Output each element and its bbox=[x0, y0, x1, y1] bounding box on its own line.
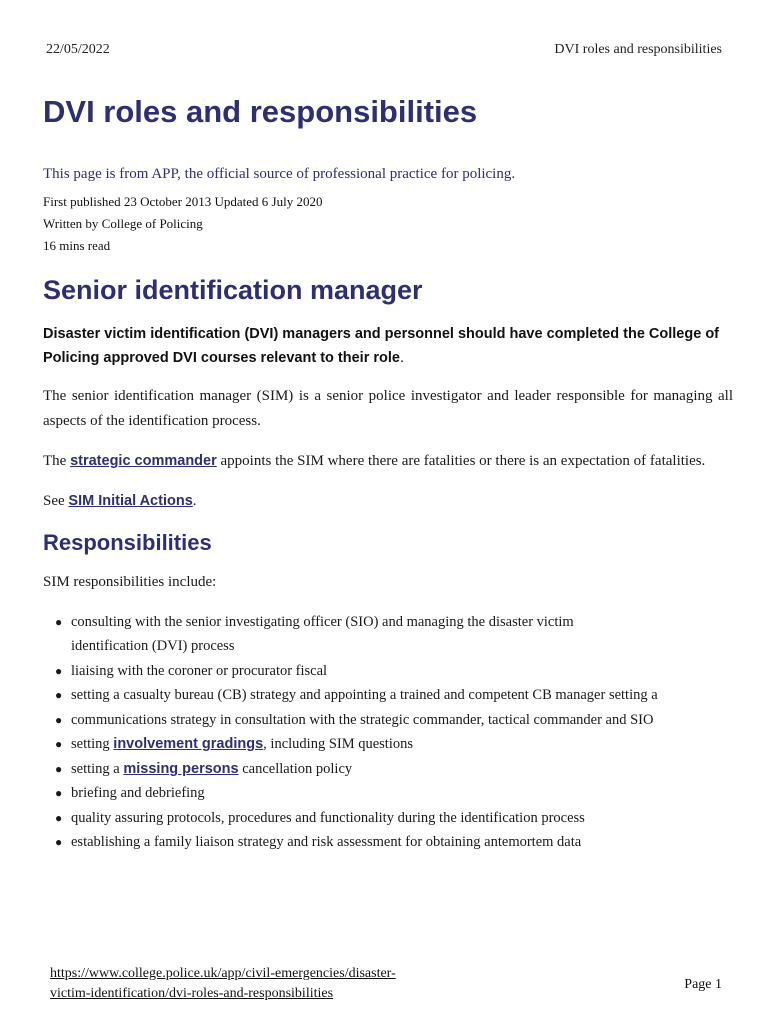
article-meta bbox=[43, 191, 733, 257]
sim-description: The senior identification manager (SIM) is a senior police investigator and leader responsible for managing all aspects of the identification process. bbox=[43, 388, 733, 430]
list-item-text: quality assuring protocols, procedures and functionality during the identification process bbox=[71, 809, 585, 826]
bullet-icon: ● bbox=[55, 835, 63, 850]
page-number: Page 1 bbox=[684, 977, 722, 992]
page-title: DVI roles and responsibilities bbox=[43, 94, 478, 129]
bullet-icon: ● bbox=[55, 663, 63, 678]
list-item-text: setting a bbox=[71, 760, 124, 777]
responsibilities-list bbox=[53, 610, 733, 855]
list-item-text: briefing and debriefing bbox=[71, 785, 205, 802]
list-item bbox=[53, 659, 733, 684]
bullet-icon: ● bbox=[55, 761, 63, 776]
list-item-text: identification (DVI) process bbox=[71, 638, 235, 655]
list-item-link[interactable]: involvement gradings bbox=[113, 736, 264, 753]
list-item-text: setting a casualty bureau (CB) strategy and appointing a trained and competent CB manager setting a bbox=[71, 687, 658, 704]
appointment-pre: The bbox=[43, 453, 71, 470]
article bbox=[43, 92, 733, 855]
see-also-post: . bbox=[192, 493, 197, 510]
published-date: First published 23 October 2013 Updated 6 July 2020 bbox=[43, 194, 323, 210]
list-item-text: cancellation policy bbox=[238, 760, 353, 777]
list-item-text: establishing a family liaison strategy and risk assessment for obtaining antemortem data bbox=[71, 834, 582, 851]
author: Written by College of Policing bbox=[43, 216, 203, 232]
read-time: 16 mins read bbox=[43, 238, 111, 254]
list-item bbox=[53, 806, 733, 831]
list-item-text: setting bbox=[71, 736, 114, 753]
print-date: 22/05/2022 bbox=[46, 42, 110, 57]
list-item bbox=[53, 683, 733, 708]
sim-initial-actions-link[interactable]: SIM Initial Actions bbox=[68, 493, 193, 510]
intro-text: This page is from APP, the official source of professional practice for policing. bbox=[43, 166, 516, 183]
bullet-icon: ● bbox=[55, 786, 63, 801]
bullet-icon: ● bbox=[55, 712, 63, 727]
list-item bbox=[53, 781, 733, 806]
responsibilities-heading: Responsibilities bbox=[43, 530, 212, 556]
lead-text: Disaster victim identification (DVI) managers and personnel should have completed the College of Policing approved DVI courses relevant to their role bbox=[43, 326, 719, 367]
list-item bbox=[53, 634, 733, 659]
bullet-icon: ● bbox=[55, 810, 63, 825]
print-doc-title: DVI roles and responsibilities bbox=[554, 42, 722, 57]
bullet-icon: ● bbox=[55, 688, 63, 703]
responsibilities-intro: SIM responsibilities include: bbox=[43, 573, 217, 590]
see-also-pre: See bbox=[43, 493, 69, 510]
list-item-text: , including SIM questions bbox=[263, 736, 414, 753]
list-item-text: liaising with the coroner or procurator fiscal bbox=[71, 662, 328, 679]
bullet-icon: ● bbox=[55, 614, 63, 629]
list-item-link[interactable]: missing persons bbox=[123, 760, 239, 777]
list-item bbox=[53, 708, 733, 733]
lead-paragraph bbox=[43, 322, 733, 370]
lead-end: . bbox=[399, 350, 404, 367]
strategic-commander-link[interactable]: strategic commander bbox=[70, 453, 217, 470]
source-url-link[interactable]: https://www.college.police.uk/app/civil-emergencies/disaster-victim-identification/dvi-roles-and-responsibilities bbox=[50, 966, 396, 1001]
appointment-paragraph bbox=[43, 449, 733, 474]
list-item bbox=[53, 732, 733, 757]
list-item bbox=[53, 610, 733, 635]
see-also-paragraph bbox=[43, 489, 733, 514]
section-heading: Senior identification manager bbox=[43, 275, 423, 306]
list-item-text: consulting with the senior investigating officer (SIO) and managing the disaster victim bbox=[71, 613, 574, 630]
list-item bbox=[53, 757, 733, 782]
list-item bbox=[53, 830, 733, 855]
list-item-text: communications strategy in consultation with the strategic commander, tactical commander and SIO bbox=[71, 711, 654, 728]
bullet-icon: ● bbox=[55, 737, 63, 752]
appointment-post: appoints the SIM where there are fatalities or there is an expectation of fatalities. bbox=[216, 453, 706, 470]
